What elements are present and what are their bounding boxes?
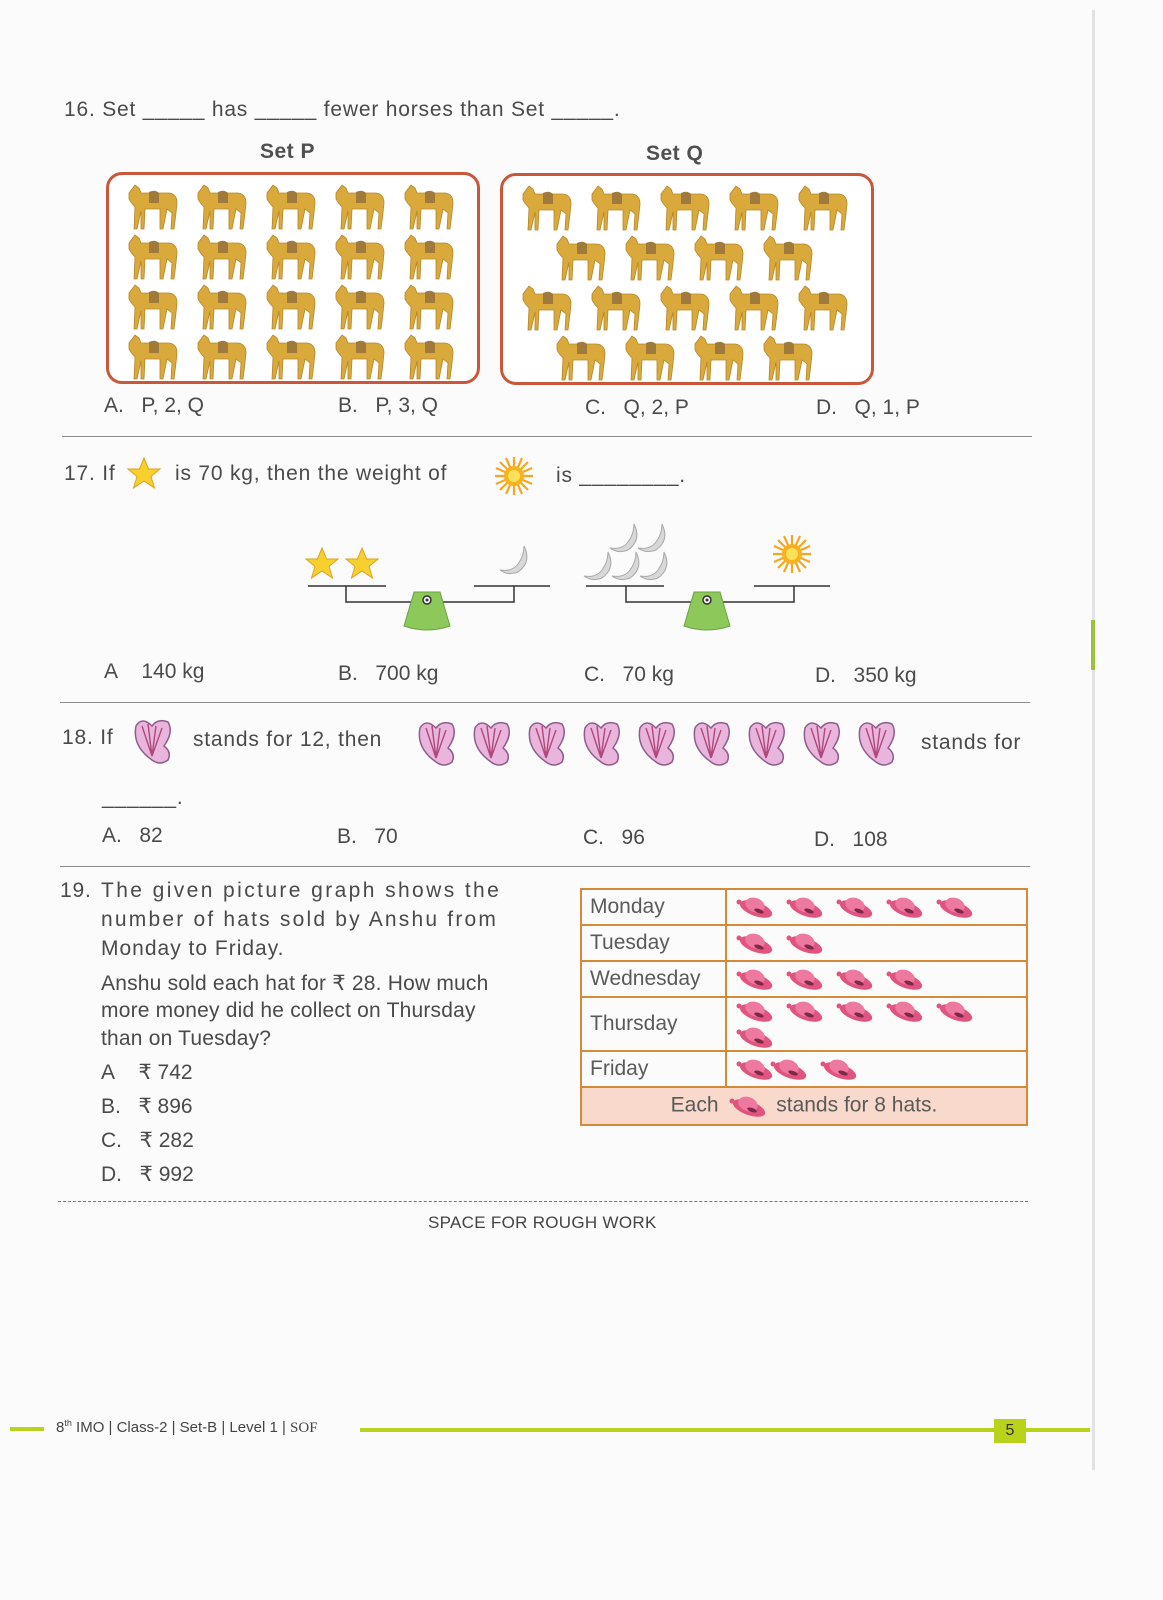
horse-icon <box>789 280 851 332</box>
question-17-text: is 70 kg, then the weight of <box>175 462 448 485</box>
hat-icon <box>728 1093 766 1119</box>
hat-icons <box>726 1051 1027 1087</box>
butterfly-icon <box>467 718 519 770</box>
question-17-blank: is ________. <box>556 464 686 487</box>
graph-row <box>581 961 1027 997</box>
butterfly-icon <box>632 718 684 770</box>
question-19-line: than on Tuesday? <box>101 1027 272 1050</box>
horse-icon <box>257 329 319 381</box>
horse-icon <box>547 330 609 382</box>
set-q-title: Set Q <box>646 142 704 165</box>
horse-icon <box>326 329 388 381</box>
q17-option-d[interactable]: D. 350 kg <box>815 664 917 687</box>
q16-option-b[interactable]: B. P, 3, Q <box>338 394 439 417</box>
horse-icon <box>395 329 457 381</box>
hat-icons <box>726 997 1027 1051</box>
horse-icon <box>651 280 713 332</box>
butterfly-icon <box>687 718 739 770</box>
horse-icon <box>119 179 181 231</box>
butterfly-icon <box>797 718 849 770</box>
horse-icon <box>395 179 457 231</box>
hat-icon <box>785 894 823 920</box>
question-number: 19. <box>60 879 92 902</box>
butterfly-icon <box>852 718 904 770</box>
hat-icon <box>835 998 873 1024</box>
horse-icon <box>582 280 644 332</box>
q19-option-b[interactable]: B. ₹ 896 <box>101 1095 193 1118</box>
horse-icon <box>119 329 181 381</box>
hat-icon <box>835 894 873 920</box>
divider <box>62 436 1032 437</box>
question-number: 16. <box>64 98 96 121</box>
answer-blank: _____. <box>551 98 621 121</box>
horse-icon <box>720 280 782 332</box>
answer-blank: ______. <box>102 786 184 809</box>
hats-picture-graph <box>580 888 1028 1126</box>
horse-icon <box>188 329 250 381</box>
q19-option-c[interactable]: C. ₹ 282 <box>101 1129 194 1152</box>
sun-icon <box>494 456 536 498</box>
day-label: Thursday <box>581 997 726 1051</box>
hat-icons <box>726 961 1027 997</box>
horse-icon <box>119 229 181 281</box>
horse-icon <box>326 179 388 231</box>
hat-icon <box>935 894 973 920</box>
question-19-line: Monday to Friday. <box>101 937 285 960</box>
graph-legend: Each stands for 8 hats. <box>581 1087 1027 1125</box>
horse-icon <box>119 279 181 331</box>
horse-icon <box>582 180 644 232</box>
horse-icon <box>513 280 575 332</box>
horse-icon <box>257 279 319 331</box>
horse-icon <box>754 330 816 382</box>
horse-icon <box>513 180 575 232</box>
horse-icon <box>720 180 782 232</box>
q19-option-a[interactable]: A ₹ 742 <box>101 1061 193 1084</box>
hat-icon <box>835 966 873 992</box>
question-16: 16. Set _____ has _____ fewer horses than Set _____. <box>64 98 621 121</box>
q19-option-d[interactable]: D. ₹ 992 <box>101 1163 194 1186</box>
q18-option-b[interactable]: B. 70 <box>337 825 398 848</box>
sof-logo: SOF <box>290 1420 318 1436</box>
horse-icon <box>395 229 457 281</box>
butterfly-icon <box>128 716 180 768</box>
divider <box>60 702 1030 703</box>
horse-icon <box>789 180 851 232</box>
rough-work-divider <box>58 1201 1028 1202</box>
graph-row <box>581 1051 1027 1087</box>
horse-icon <box>188 279 250 331</box>
question-17: 17. If <box>64 462 116 485</box>
horse-icon <box>685 230 747 282</box>
horse-icon <box>547 230 609 282</box>
butterfly-icon <box>522 718 574 770</box>
butterfly-icon <box>577 718 629 770</box>
day-label: Wednesday <box>581 961 726 997</box>
footer-label: 8th IMO | Class-2 | Set-B | Level 1 | SOF <box>56 1418 318 1436</box>
hat-icon <box>885 966 923 992</box>
page-edge-marker <box>1091 620 1095 670</box>
hat-icon <box>735 930 773 956</box>
q17-option-c[interactable]: C. 70 kg <box>584 663 674 686</box>
q16-option-a[interactable]: A. P, 2, Q <box>104 394 205 417</box>
hat-icon <box>735 894 773 920</box>
hat-icon <box>785 930 823 956</box>
page-number: 5 <box>994 1419 1026 1443</box>
q16-option-c[interactable]: C. Q, 2, P <box>585 396 689 419</box>
horse-icon <box>257 179 319 231</box>
question-number: 18. <box>62 726 94 749</box>
footer-bar <box>360 1428 994 1432</box>
set-p-title: Set P <box>260 140 316 163</box>
horse-icon <box>188 229 250 281</box>
butterfly-group <box>412 718 912 772</box>
q18-option-a[interactable]: A. 82 <box>102 824 163 847</box>
q18-option-c[interactable]: C. 96 <box>583 826 645 849</box>
question-18-text: stands for 12, then <box>193 728 383 751</box>
set-q-box <box>500 173 874 385</box>
divider <box>60 866 1030 867</box>
horse-icon <box>257 229 319 281</box>
page-edge-line <box>1092 10 1095 1470</box>
hat-icon <box>735 998 773 1024</box>
hat-icon <box>935 998 973 1024</box>
horse-icon <box>616 330 678 382</box>
horse-icon <box>188 179 250 231</box>
question-19-line: number of hats sold by Anshu from <box>101 908 499 931</box>
butterfly-icon <box>742 718 794 770</box>
question-18-text-end: stands for <box>921 731 1022 754</box>
horse-icon <box>326 279 388 331</box>
hat-icons <box>726 889 1027 925</box>
hat-icon <box>735 1056 773 1082</box>
hat-icon <box>885 998 923 1024</box>
set-p-box <box>106 172 480 384</box>
butterfly-icon <box>412 718 464 770</box>
hat-icon <box>885 894 923 920</box>
hat-icon <box>769 1056 807 1082</box>
question-18: 18. If <box>62 726 114 749</box>
graph-row <box>581 889 1027 925</box>
balance-scale-1 <box>300 540 560 640</box>
question-19-line: Anshu sold each hat for ₹ 28. How much <box>101 972 489 995</box>
hat-icons <box>726 925 1027 961</box>
star-icon <box>126 456 164 492</box>
hat-icon <box>735 966 773 992</box>
graph-row <box>581 925 1027 961</box>
footer-bar-left <box>10 1427 44 1431</box>
answer-blank: _____ <box>254 98 318 121</box>
question-19-line: more money did he collect on Thursday <box>101 999 476 1022</box>
rough-work-label: SPACE FOR ROUGH WORK <box>428 1213 657 1232</box>
day-label: Friday <box>581 1051 726 1087</box>
question-19-line: The given picture graph shows the <box>101 879 502 902</box>
day-label: Tuesday <box>581 925 726 961</box>
footer-bar-right <box>1026 1428 1090 1432</box>
q17-option-b[interactable]: B. 700 kg <box>338 662 439 685</box>
hat-icon <box>735 1024 773 1050</box>
balance-scale-2 <box>578 520 838 640</box>
q16-option-d[interactable]: D. Q, 1, P <box>816 396 920 419</box>
hat-icon <box>819 1056 857 1082</box>
question-number: 17. <box>64 462 96 485</box>
horse-icon <box>685 330 747 382</box>
q18-option-d[interactable]: D. 108 <box>814 828 888 851</box>
horse-icon <box>395 279 457 331</box>
horse-icon <box>616 230 678 282</box>
hat-icon <box>785 966 823 992</box>
day-label: Monday <box>581 889 726 925</box>
hat-icon <box>785 998 823 1024</box>
answer-blank: _____ <box>142 98 206 121</box>
horse-icon <box>651 180 713 232</box>
q17-option-a[interactable]: A 140 kg <box>104 660 205 683</box>
horse-icon <box>754 230 816 282</box>
graph-row <box>581 997 1027 1051</box>
horse-icon <box>326 229 388 281</box>
